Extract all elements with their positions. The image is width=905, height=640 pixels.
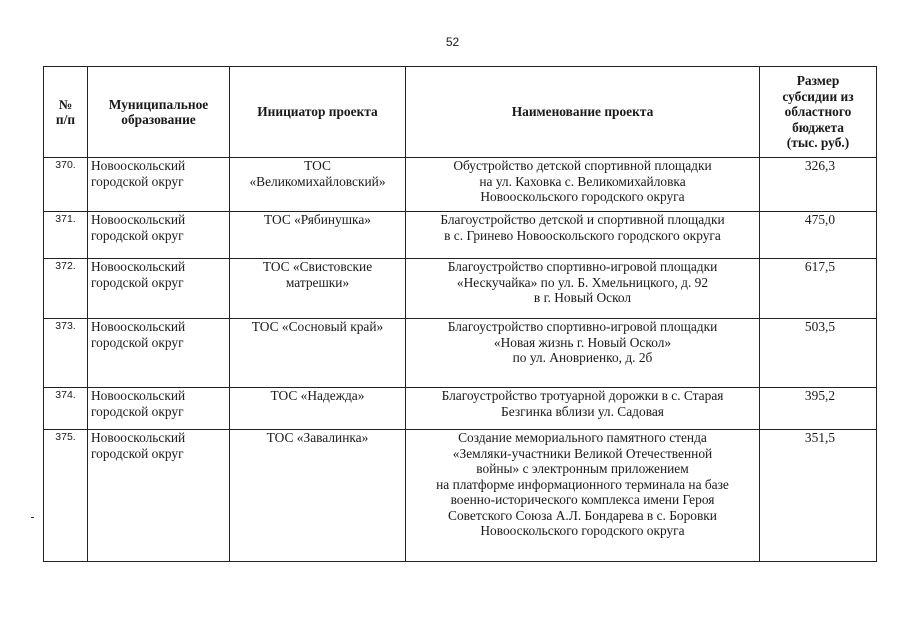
table-row <box>44 259 877 319</box>
municipality-cell: Новооскольский городской округ <box>88 430 230 562</box>
amount-cell: 503,5 <box>760 319 877 388</box>
table-header-row <box>44 67 877 158</box>
header-initiator: Инициатор проекта <box>230 67 406 158</box>
initiator-cell: ТОС «Свистовские матрешки» <box>230 259 406 319</box>
municipality-cell: Новооскольский городской округ <box>88 259 230 319</box>
initiator-cell: ТОС «Великомихайловский» <box>230 158 406 212</box>
amount-cell: 475,0 <box>760 212 877 259</box>
project-name-cell: Благоустройство спортивно-игровой площадки «Нескучайка» по ул. Б. Хмельницкого, д. 92 в г. Новый Оскол <box>406 259 760 319</box>
page-number: 52 <box>445 35 460 49</box>
project-name-cell: Благоустройство спортивно-игровой площадки «Новая жизнь г. Новый Оскол» по ул. Ановриенко, д. 2б <box>406 319 760 388</box>
project-name-cell: Благоустройство тротуарной дорожки в с. Старая Безгинка вблизи ул. Садовая <box>406 388 760 430</box>
row-number: 371. <box>44 212 88 259</box>
amount-cell: 395,2 <box>760 388 877 430</box>
project-name-cell: Создание мемориального памятного стенда «Земляки-участники Великой Отечественной войны» с электронным приложением на платформе информационного терминала на базе военно-исторического комплекса имени Героя Советского Союза А.Л. Бондарева в с. Боровки Новооскольского городского округа <box>406 430 760 562</box>
scan-artifact <box>31 517 34 518</box>
municipality-cell: Новооскольский городской округ <box>88 212 230 259</box>
subsidy-table <box>43 66 877 562</box>
project-name-cell: Обустройство детской спортивной площадки на ул. Каховка с. Великомихайловка Новооскольского городского округа <box>406 158 760 212</box>
table-row <box>44 430 877 562</box>
initiator-cell: ТОС «Надежда» <box>230 388 406 430</box>
header-subsidy: Размер субсидии из областного бюджета (тыс. руб.) <box>760 67 877 158</box>
municipality-cell: Новооскольский городской округ <box>88 158 230 212</box>
initiator-cell: ТОС «Рябинушка» <box>230 212 406 259</box>
row-number: 375. <box>44 430 88 562</box>
table-row <box>44 212 877 259</box>
row-number: 372. <box>44 259 88 319</box>
municipality-cell: Новооскольский городской округ <box>88 319 230 388</box>
project-name-cell: Благоустройство детской и спортивной площадки в с. Гринево Новооскольского городского округа <box>406 212 760 259</box>
municipality-cell: Новооскольский городской округ <box>88 388 230 430</box>
initiator-cell: ТОС «Завалинка» <box>230 430 406 562</box>
amount-cell: 351,5 <box>760 430 877 562</box>
row-number: 374. <box>44 388 88 430</box>
amount-cell: 617,5 <box>760 259 877 319</box>
header-project: Наименование проекта <box>406 67 760 158</box>
table-row <box>44 158 877 212</box>
row-number: 370. <box>44 158 88 212</box>
header-num: № п/п <box>44 67 88 158</box>
amount-cell: 326,3 <box>760 158 877 212</box>
row-number: 373. <box>44 319 88 388</box>
table-row <box>44 388 877 430</box>
initiator-cell: ТОС «Сосновый край» <box>230 319 406 388</box>
header-municipality: Муниципальное образование <box>88 67 230 158</box>
table-row <box>44 319 877 388</box>
